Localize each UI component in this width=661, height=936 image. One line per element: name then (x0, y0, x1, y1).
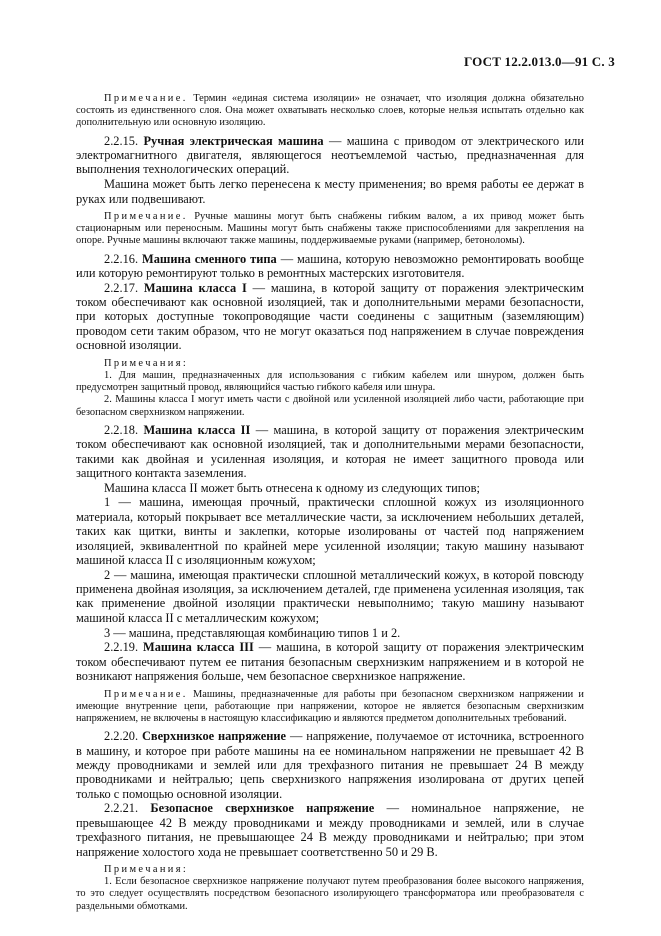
clause-term: Машина сменного типа (142, 251, 277, 266)
clause-term: Ручная электрическая машина (143, 133, 324, 148)
note (76, 93, 584, 130)
clause-text: — номинальное напряжение, не превышающее 42 В между проводниками и между проводниками и землей, или в случае трехфазного питания, не превышающее 24 В между проводниками и нейтралью; при этом напряжение холостого хода не превышает соответственно 50 и 29 В. (76, 801, 584, 859)
clause-text: — машина с приводом от электрического или электромагнитного двигателя, являющегося неотъемлемой частью, предназначенная для выполнения технологических операций. (76, 133, 584, 177)
clause-term: Машина класса III (143, 640, 254, 655)
clause-text: — машина, в которой защиту от поражения электрическим током обеспечивают путем ее питания безопасным сверхнизким напряжением и в которой не возникают напряжения больше, чем безопасное сверхнизкое напряжение. (76, 640, 584, 684)
clause-number: 2.2.18. (104, 422, 144, 437)
paragraph: Машина класса II может быть отнесена к одному из следующих типов; (104, 480, 480, 495)
clause-2-2-17 (76, 281, 584, 353)
clause-number: 2.2.19. (104, 640, 144, 655)
paragraph: 1 — машина, имеющая прочный, практически сплошной кожух из изоляционного материала, который покрывает все металлические части, за исключением небольших деталей, таких как щитки, винты и заклепки, которые изолированы от частей под напряжением изоляцией, эквивалентной по крайней мере усиленной изоляции; такую машину называют машиной класса II с изоляционным кожухом; (76, 495, 584, 567)
clause-number: 2.2.17. (104, 280, 144, 295)
paragraph: Машина может быть легко перенесена к месту применения; во время работы ее держат в руках или подвешивают. (76, 177, 584, 206)
clause-term: Сверхнизкое напряжение (141, 729, 287, 744)
notes-label-text: Примечания: (104, 864, 189, 876)
paragraph: 2 — машина, имеющая практически сплошной металлический кожух, в которой повсюду применена двойная изоляция, за исключением деталей, где применена усиленная изоляция, так как применение двойной изоляции практически невыполнимо; такую машину называют машиной класса II с металлическим кожухом; (76, 567, 584, 625)
clause-term: Машина класса I (143, 280, 247, 295)
clause-2-2-16 (76, 252, 584, 281)
note-item: 2. Машины класса I могут иметь части с двойной или усиленной изоляцией либо части, работающие при безопасном сверхнизком напряжении. (76, 394, 584, 418)
note (76, 211, 584, 248)
clause-2-2-20 (76, 729, 584, 801)
clause-term: Безопасное сверхнизкое напряжение (150, 801, 375, 816)
note (76, 689, 584, 726)
note-item: 1. Для машин, предназначенных для использования с гибким кабелем или шнуром, должен быть предусмотрен защитный провод, являющийся частью гибкого кабеля или шнура. (76, 369, 584, 394)
clause-text: — машина, в которой защиту от поражения электрическим током обеспечивают как основной изоляцией, так и дополнительными мерами безопасности, при которых доступные токопроводящие части соединены с защитным (заземляющим) проводом сети таким образом, что не могут оказаться под напряжением в случае повреждения основной изоляции. (76, 280, 584, 353)
clause-number: 2.2.16. (104, 251, 143, 266)
note-label: Примечание. (104, 688, 188, 700)
page-header: ГОСТ 12.2.013.0—91 С. 3 (463, 54, 615, 69)
clause-number: 2.2.20. (104, 729, 142, 744)
document-body (76, 93, 584, 913)
note-text: Ручные машины могут быть снабжены гибким валом, а их привод может быть стационарным или переносным. Машины могут быть снабжены также приспособлениями для закрепления на опоре. Ручные машины включают также машины, поддерживаемые руками (например, бетоноломы). (76, 210, 584, 247)
clause-2-2-19 (76, 640, 584, 683)
note-label: Примечание. (104, 93, 188, 104)
clause-text: — машина, в которой защиту от поражения электрическим током обеспечивают как основной изоляцией, так и дополнительными мерами безопасности, такими как двойная и усиленная изоляция, и которая не имеет защитного провода или защитного контакта заземления. (76, 422, 585, 480)
clause-2-2-18 (76, 423, 584, 481)
notes-label (76, 358, 584, 370)
notes-label-text: Примечания: (104, 357, 189, 369)
clause-text: — машина, которую невозможно ремонтировать вообще или которую ремонтируют только в ремонтных мастерских изготовителя. (76, 251, 584, 280)
paragraph: 3 — машина, представляющая комбинацию типов 1 и 2. (104, 625, 401, 640)
note-text: Термин «единая система изоляции» не означает, что изоляция должна обязательно состоять из единственного слоя. Она может охватывать несколько слоев, которые нельзя испытать отдельно как дополнительную или основную изоляцию. (76, 93, 584, 129)
note-label: Примечание. (104, 210, 188, 222)
clause-number: 2.2.21. (104, 801, 151, 816)
clause-text: — напряжение, получаемое от источника, встроенного в машину, и которое при работе машины на ее номинальном напряжении не превышает 42 В между проводниками и землей или для трехфазного питания не превышает 24 В между проводниками и нейтралью; цепь сверхнизкого напряжения изолирована от других цепей только с помощью основной изоляции. (76, 729, 584, 801)
clause-number: 2.2.15. (104, 133, 144, 148)
clause-term: Машина класса II (143, 422, 251, 437)
note-text: Машины, предназначенные для работы при безопасном сверхнизком напряжении и имеющие внутренние цепи, работающие при напряжении, которое не является безопасным сверхнизким напряжением, не включены в настоящую классификацию и являются предметом дополнительных требований. (76, 688, 584, 724)
note-item: 1. Если безопасное сверхнизкое напряжение получают путем преобразования более высокого напряжения, то это следует осуществлять посредством безопасного изолирующего трансформатора или преобразователя с раздельными обмотками. (76, 876, 584, 912)
clause-2-2-15 (76, 134, 584, 177)
notes-label (76, 864, 584, 876)
clause-2-2-21 (76, 801, 584, 859)
